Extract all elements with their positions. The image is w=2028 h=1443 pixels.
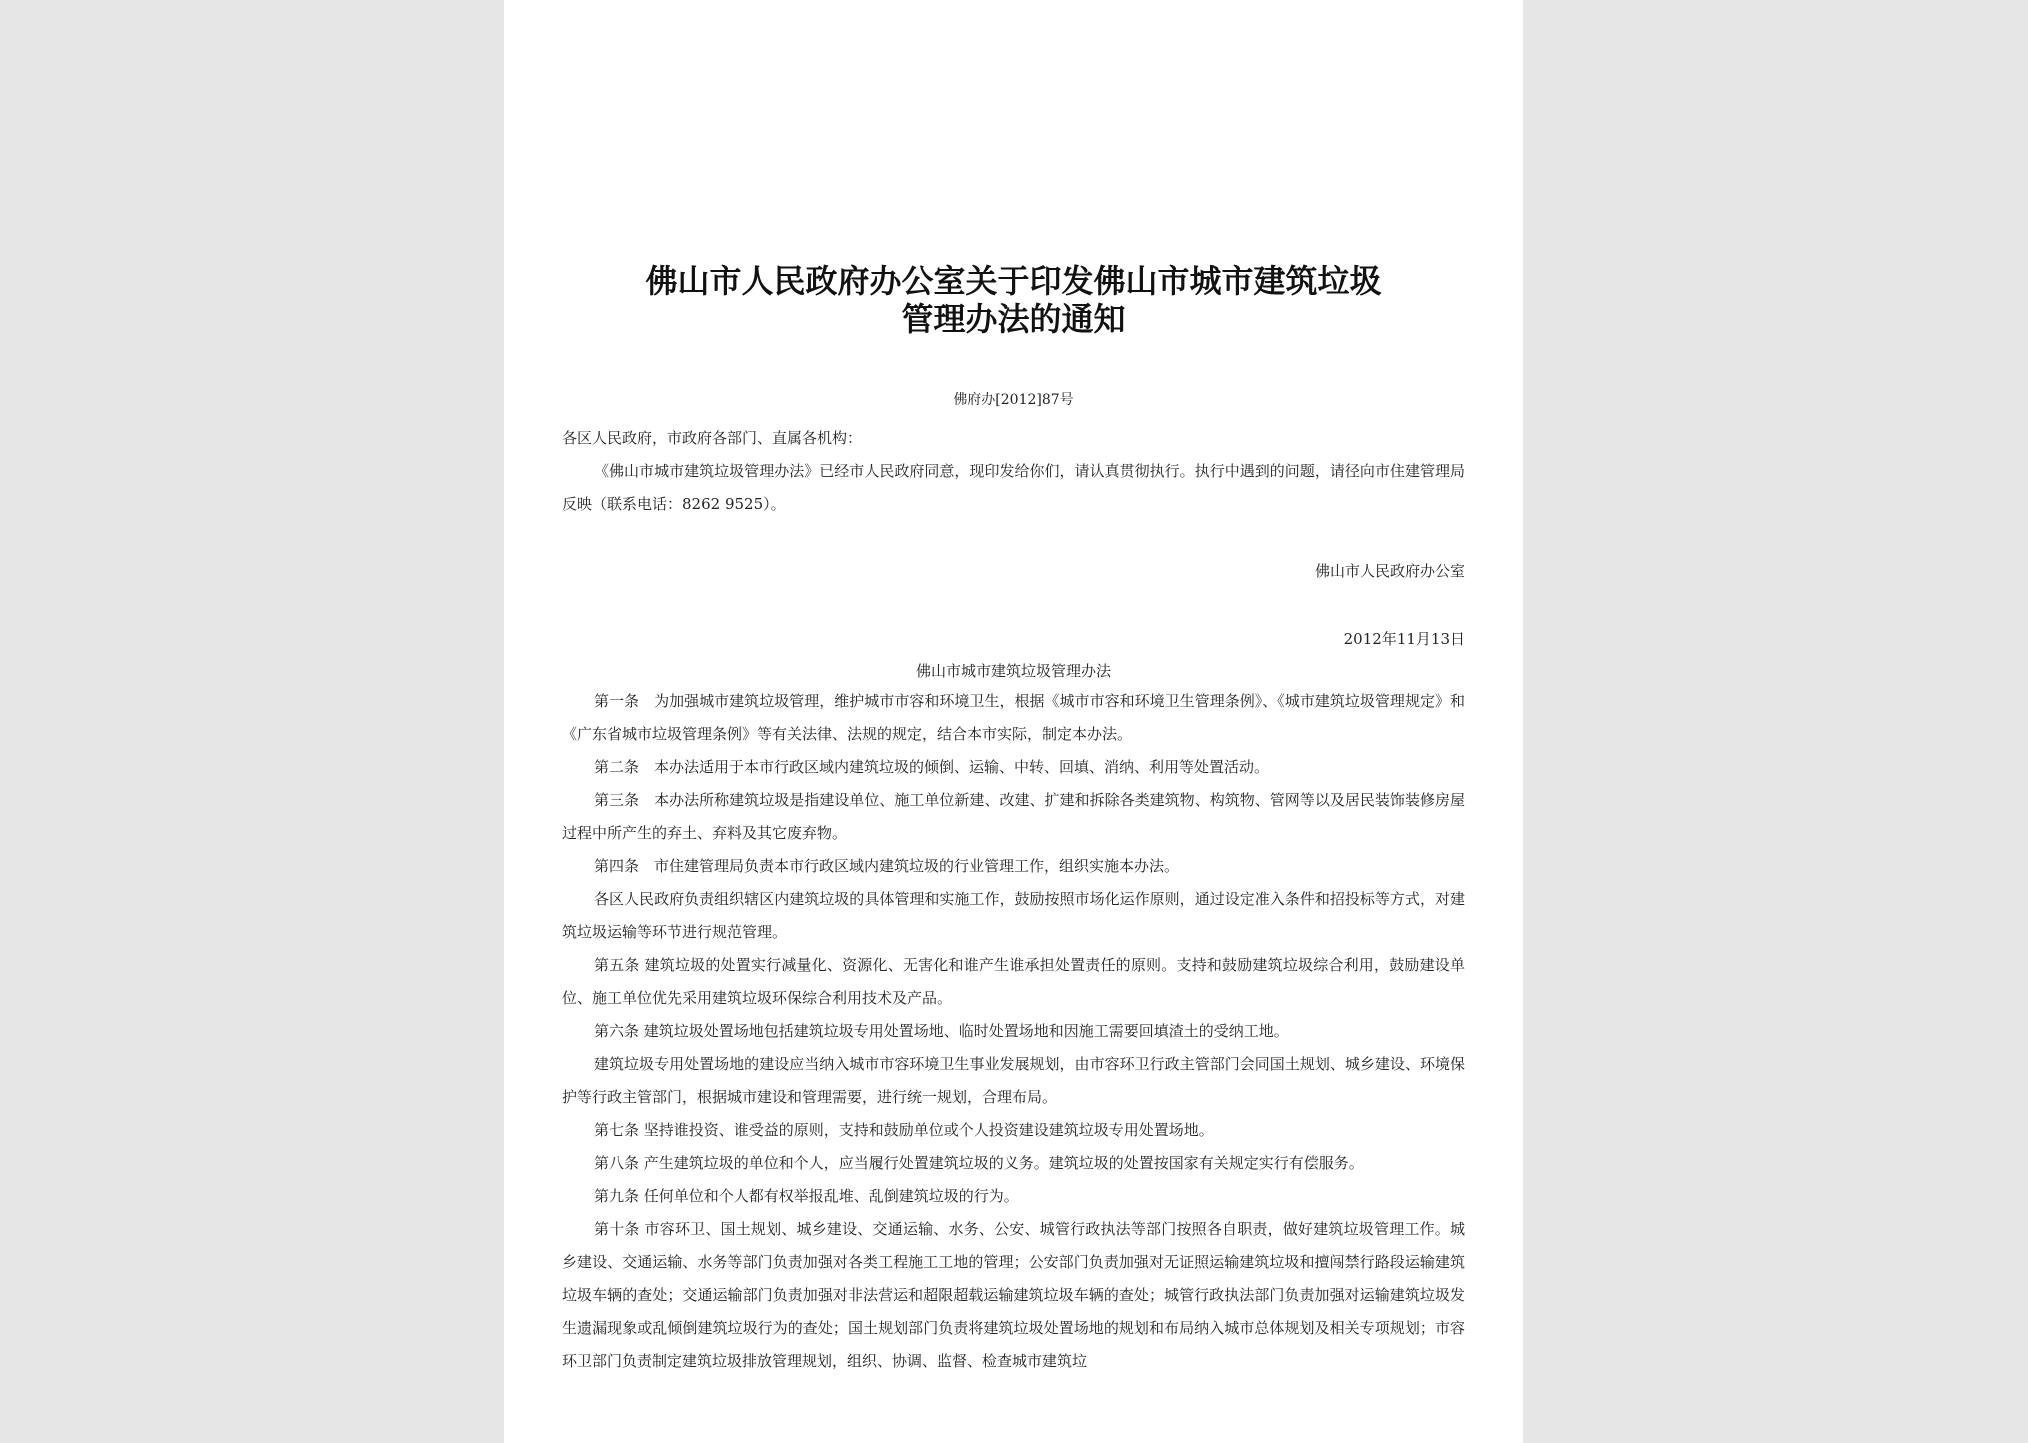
title-line-2: 管理办法的通知 <box>901 300 1126 338</box>
article-paragraph: 第七条 坚持谁投资、谁受益的原则，支持和鼓励单位或个人投资建设建筑垃圾专用处置场地。 <box>594 1121 1214 1139</box>
article-paragraph: 第十条 市容环卫、国土规划、城乡建设、交通运输、水务、公安、城管行政执法等部门按照各自职责，做好建筑垃圾管理工作。城乡建设、交通运输、水务等部门负责加强对各类工程施工工地的管理；公安部门负责加强对无证照运输建筑垃圾和擅闯禁行路段运输建筑垃圾车辆的查处；交通运输部门负责加强对非法营运和超限超载运输建筑垃圾车辆的查处；城管行政执法部门负责加强对运输建筑垃圾发生遗漏现象或乱倾倒建筑垃圾行为的查处；国土规划部门负责将建筑垃圾处置场地的规划和布局纳入城市总体规划及相关专项规划；市容环卫部门负责制定建筑垃圾排放管理规划，组织、协调、监督、检查城市建筑垃 <box>562 1220 1465 1370</box>
document-number: 佛府办[2012]87号 <box>953 392 1074 408</box>
article-paragraph: 各区人民政府负责组织辖区内建筑垃圾的具体管理和实施工作，鼓励按照市场化运作原则，通过设定准入条件和招投标等方式，对建筑垃圾运输等环节进行规范管理。 <box>562 890 1465 941</box>
article-paragraph: 第一条 为加强城市建筑垃圾管理，维护城市市容和环境卫生，根据《城市市容和环境卫生管理条例》、《城市建筑垃圾管理规定》和《广东省城市垃圾管理条例》等有关法律、法规的规定，结合本市实际，制定本办法。 <box>562 692 1465 743</box>
title-line-1: 佛山市人民政府办公室关于印发佛山市城市建筑垃圾 <box>645 262 1382 300</box>
article-paragraph: 第二条 本办法适用于本市行政区域内建筑垃圾的倾倒、运输、中转、回填、消纳、利用等处置活动。 <box>594 758 1270 776</box>
document-page <box>504 0 1523 1443</box>
article-paragraph: 第四条 市住建管理局负责本市行政区域内建筑垃圾的行业管理工作，组织实施本办法。 <box>594 857 1180 875</box>
salutation: 各区人民政府，市政府各部门、直属各机构： <box>562 429 863 447</box>
issue-date: 2012年11月13日 <box>1343 630 1465 648</box>
intro-paragraph: 《佛山市城市建筑垃圾管理办法》已经市人民政府同意，现印发给你们，请认真贯彻执行。执行中遇到的问题，请径向市住建管理局反映（联系电话：8262 9525）。 <box>562 462 1465 513</box>
article-paragraph: 第九条 任何单位和个人都有权举报乱堆、乱倒建筑垃圾的行为。 <box>594 1187 1019 1205</box>
article-paragraph: 建筑垃圾专用处置场地的建设应当纳入城市市容环境卫生事业发展规划，由市容环卫行政主管部门会同国土规划、城乡建设、环境保护等行政主管部门，根据城市建设和管理需要，进行统一规划，合理布局。 <box>562 1055 1465 1106</box>
article-paragraph: 第五条 建筑垃圾的处置实行减量化、资源化、无害化和谁产生谁承担处置责任的原则。支持和鼓励建筑垃圾综合利用，鼓励建设单位、施工单位优先采用建筑垃圾环保综合利用技术及产品。 <box>562 956 1465 1007</box>
article-paragraph: 第六条 建筑垃圾处置场地包括建筑垃圾专用处置场地、临时处置场地和因施工需要回填渣土的受纳工地。 <box>594 1022 1289 1040</box>
issuer-signature: 佛山市人民政府办公室 <box>1314 562 1465 580</box>
article-paragraph: 第八条 产生建筑垃圾的单位和个人，应当履行处置建筑垃圾的义务。建筑垃圾的处置按国家有关规定实行有偿服务。 <box>594 1154 1364 1172</box>
regulation-title: 佛山市城市建筑垃圾管理办法 <box>915 662 1111 680</box>
document-title <box>562 262 1465 338</box>
article-paragraph: 第三条 本办法所称建筑垃圾是指建设单位、施工单位新建、改建、扩建和拆除各类建筑物、构筑物、管网等以及居民装饰装修房屋过程中所产生的弃土、弃料及其它废弃物。 <box>562 791 1465 842</box>
